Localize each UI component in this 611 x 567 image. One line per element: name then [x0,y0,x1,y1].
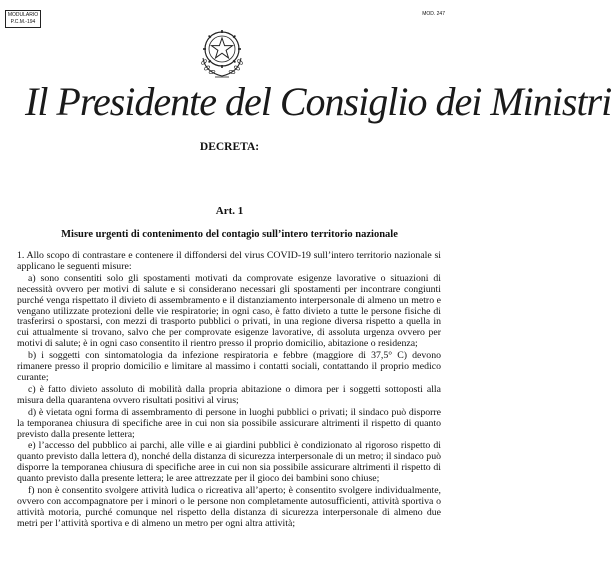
paragraph-d: d) è vietata ogni forma di assembramento di persone in luoghi pubblici o privati; il sindaco può disporre la temporanea chiusura di specifiche aree in cui non sia possibile assicurare altrimenti il rispetto di quanto previsto dalla presente lettera; [17,406,441,440]
form-box-line1: MODULARIO [7,12,39,18]
form-box-line2: P.C.M.-194 [10,19,36,25]
decreta-heading: DECRETA: [199,141,260,153]
paragraph-intro: 1. Allo scopo di contrastare e contenere il diffondersi del virus COVID-19 sull’intero territorio nazionale si applicano le seguenti misure: [17,250,441,272]
italian-republic-emblem-icon [191,20,253,82]
header-title: Il Presidente del Consiglio dei Ministri [25,79,611,124]
form-code-box [5,10,41,28]
article-body [17,251,441,531]
paragraph-e: e) l’accesso del pubblico ai parchi, alle ville e ai giardini pubblici è condizionato al rigoroso rispetto di quanto previsto dalla lettera d), nonché della distanza di sicurezza interpersonale di un metro; il sindaco può disporre la temporanea chiusura di specifiche aree in cui non sia possibile assicurare altrimenti il rispetto di quanto previsto dalla presente lettera; le aree attrezzate per il gioco dei bambini sono chiuse; [17,440,441,485]
paragraph-b: b) i soggetti con sintomatologia da infezione respiratoria e febbre (maggiore di 37,5° C) devono rimanere presso il proprio domicilio e limitare al massimo i contatti sociali, contattando il proprio medico curante; [17,350,441,383]
article-title: Misure urgenti di contenimento del contagio sull’intero territorio nazionale [61,229,398,240]
article-number: Art. 1 [215,205,244,217]
model-code: MOD. 247 [422,11,445,17]
paragraph-f: f) non è consentito svolgere attività ludica o ricreativa all’aperto; è consentito svolgere individualmente, ovvero con accompagnatore per i minori o le persone non completamente autosufficienti, attività sportiva o attività motoria, purché comunque nel rispetto della distanza di sicurezza interpersonale di almeno due metri per l’attività sportiva e di almeno un metro per ogni altra attività; [17,485,441,529]
paragraph-a: a) sono consentiti solo gli spostamenti motivati da comprovate esigenze lavorative o situazioni di necessità ovvero per motivi di salute e si considerano necessari gli spostamenti per incontrare congiunti purché venga rispettato il divieto di assembramento e il distanziamento interpersonale di almeno un metro e vengano utilizzate protezioni delle vie respiratorie; in ogni caso, è fatto divieto a tutte le persone fisiche di trasferirsi o spostarsi, con mezzi di trasporto pubblici o privati, in una regione diversa rispetto a quella in cui attualmente si trovano, salvo che per comprovate esigenze lavorative, di assoluta urgenza ovvero per motivi di salute; è in ogni caso consentito il rientro presso il proprio domicilio, abitazione o residenza; [17,272,441,350]
paragraph-c: c) è fatto divieto assoluto di mobilità dalla propria abitazione o dimora per i soggetti sottoposti alla misura della quarantena ovvero risultati positivi al virus; [17,383,441,406]
